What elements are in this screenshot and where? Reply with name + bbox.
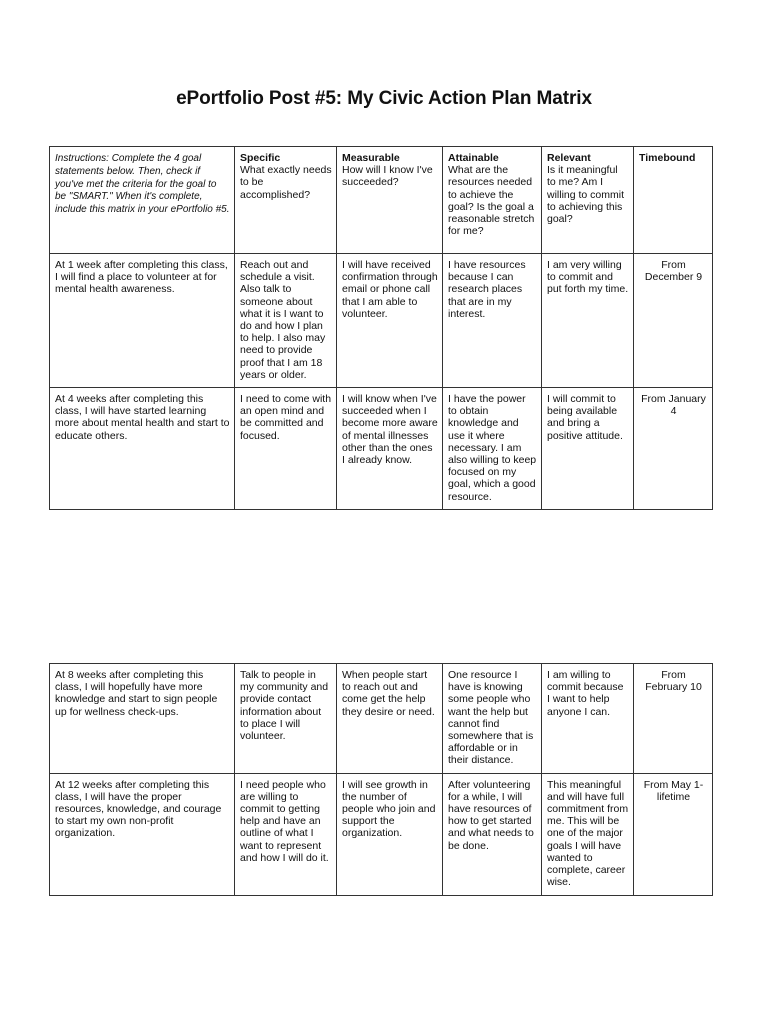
goal-cell: At 4 weeks after completing this class, I will have started learning more about mental health and start to educate others.	[50, 388, 235, 510]
goal-cell: At 8 weeks after completing this class, I will hopefully have more knowledge and start to sign people up for wellness check-ups.	[50, 664, 235, 774]
measurable-desc: How will I know I've succeeded?	[342, 164, 433, 189]
action-plan-table-part-1	[49, 146, 713, 510]
timebound-cell: From December 9	[634, 254, 713, 388]
specific-cell: Reach out and schedule a visit. Also talk to someone about what it is I want to do and how I plan to help. I also may need to provide proof that I am 18 years or older.	[235, 254, 337, 388]
relevant-desc: Is it meaningful to me? Am I willing to commit to achieving this goal?	[547, 164, 625, 226]
goal-cell: At 1 week after completing this class, I will find a place to volunteer at for mental health awareness.	[50, 254, 235, 388]
measurable-cell: I will know when I've succeeded when I become more aware of mental illnesses other than the ones I already know.	[337, 388, 443, 510]
specific-cell: I need to come with an open mind and be committed and focused.	[235, 388, 337, 510]
relevant-label: Relevant	[547, 152, 591, 164]
attainable-cell: I have resources because I can research places that are in my interest.	[443, 254, 542, 388]
measurable-label: Measurable	[342, 152, 400, 164]
relevant-cell: I am very willing to commit and put forth my time.	[542, 254, 634, 388]
instructions-text: Instructions: Complete the 4 goal statements below. Then, check if you've met the criteria for the goal to be "SMART." When it's complete, include this matrix in your ePortfolio #5.	[55, 153, 230, 216]
table-row	[50, 664, 713, 774]
goal-cell: At 12 weeks after completing this class, I will have the proper resources, knowledge, and courage to start my own non-profit organization.	[50, 773, 235, 895]
action-plan-table-part-2	[49, 663, 713, 896]
timebound-cell: From February 10	[634, 664, 713, 774]
relevant-header	[542, 147, 634, 254]
timebound-label: Timebound	[639, 152, 696, 164]
specific-header	[235, 147, 337, 254]
attainable-cell: I have the power to obtain knowledge and use it where necessary. I am also willing to keep focused on my goal, which a good resource.	[443, 388, 542, 510]
measurable-cell: I will have received confirmation through email or phone call that I am able to volunteer.	[337, 254, 443, 388]
instructions-cell	[50, 147, 235, 254]
specific-label: Specific	[240, 152, 281, 164]
timebound-header	[634, 147, 713, 254]
attainable-desc: What are the resources needed to achieve the goal? Is the goal a reasonable stretch for me?	[448, 164, 535, 238]
attainable-label: Attainable	[448, 152, 499, 164]
attainable-header	[443, 147, 542, 254]
relevant-cell: I am willing to commit because I want to help anyone I can.	[542, 664, 634, 774]
table-row	[50, 254, 713, 388]
relevant-cell: I will commit to being available and bring a positive attitude.	[542, 388, 634, 510]
measurable-header	[337, 147, 443, 254]
table-row	[50, 388, 713, 510]
table-row	[50, 773, 713, 895]
timebound-cell: From January 4	[634, 388, 713, 510]
specific-desc: What exactly needs to be accomplished?	[240, 164, 332, 201]
timebound-cell: From May 1- lifetime	[634, 773, 713, 895]
page-title: ePortfolio Post #5: My Civic Action Plan Matrix	[176, 88, 592, 109]
measurable-cell: When people start to reach out and come get the help they desire or need.	[337, 664, 443, 774]
specific-cell: I need people who are willing to commit to getting help and have an outline of what I want to represent and how I will do it.	[235, 773, 337, 895]
specific-cell: Talk to people in my community and provide contact information about to place I will volunteer.	[235, 664, 337, 774]
measurable-cell: I will see growth in the number of people who join and support the organization.	[337, 773, 443, 895]
attainable-cell: One resource I have is knowing some people who want the help but cannot find somewhere that is affordable or in their distance.	[443, 664, 542, 774]
attainable-cell: After volunteering for a while, I will have resources of how to get started and what needs to be done.	[443, 773, 542, 895]
table-header-row	[50, 147, 713, 254]
relevant-cell: This meaningful and will have full commitment from me. This will be one of the major goals I will have wanted to complete, career wise.	[542, 773, 634, 895]
